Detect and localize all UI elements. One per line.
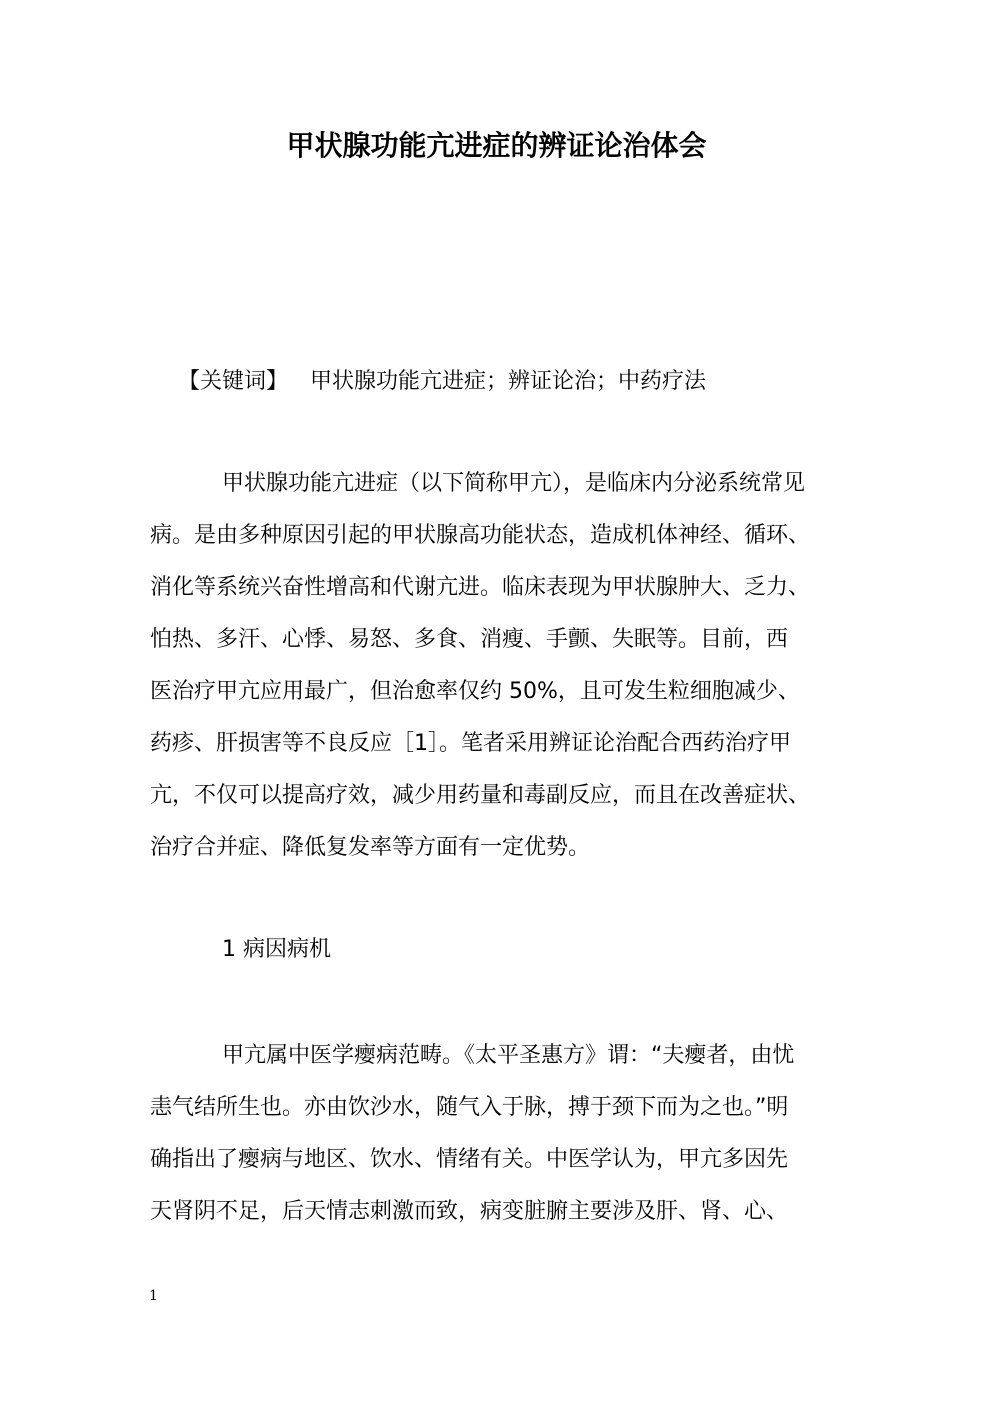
paragraph-line: 甲亢属中医学瘿病范畴。《太平圣惠方》谓：“夫瘿者，由忧 [222, 1043, 795, 1068]
paragraph-line: 消化等系统兴奋性增高和代谢亢进。临床表现为甲状腺肿大、乏力、 [150, 575, 811, 600]
paragraph-line: 确指出了瘿病与地区、饮水、情绪有关。中医学认为，甲亢多因先 [150, 1147, 789, 1172]
paragraph-line: 亢，不仅可以提高疗效，减少用药量和毒副反应，而且在改善症状、 [150, 783, 811, 808]
keywords-text: 甲状腺功能亢进症；辨证论治；中药疗法 [310, 369, 707, 394]
paragraph-line: 治疗合并症、降低复发率等方面有一定优势。 [150, 835, 591, 860]
paragraph-line: 怕热、多汗、心悸、易怒、多食、消瘦、手颤、失眠等。目前，西 [150, 627, 789, 652]
page-title: 甲状腺功能亢进症的辨证论治体会 [286, 129, 707, 162]
keywords-line [178, 362, 706, 402]
paragraph-line: 药疹、肝损害等不良反应［1］。笔者采用辨证论治配合西药治疗甲 [150, 731, 791, 756]
paragraph-line: 甲状腺功能亢进症（以下简称甲亢），是临床内分泌系统常见 [222, 471, 806, 496]
section-heading: 1 病因病机 [222, 937, 331, 962]
paragraph-line: 医治疗甲亢应用最广，但治愈率仅约 50%，且可发生粒细胞减少、 [150, 679, 800, 704]
keywords-label: 【关键词】 [178, 369, 289, 394]
etiology-paragraph [150, 1030, 850, 1238]
paragraph-line: 恚气结所生也。亦由饮沙水，随气入于脉，搏于颈下而为之也。”明 [150, 1095, 789, 1120]
paragraph-line: 天肾阴不足，后天情志刺激而致，病变脏腑主要涉及肝、肾、心、 [150, 1199, 789, 1224]
page-number: 1 [149, 1288, 158, 1304]
paragraph-line: 病。是由多种原因引起的甲状腺高功能状态，造成机体神经、循环、 [150, 523, 811, 548]
intro-paragraph [150, 458, 850, 874]
